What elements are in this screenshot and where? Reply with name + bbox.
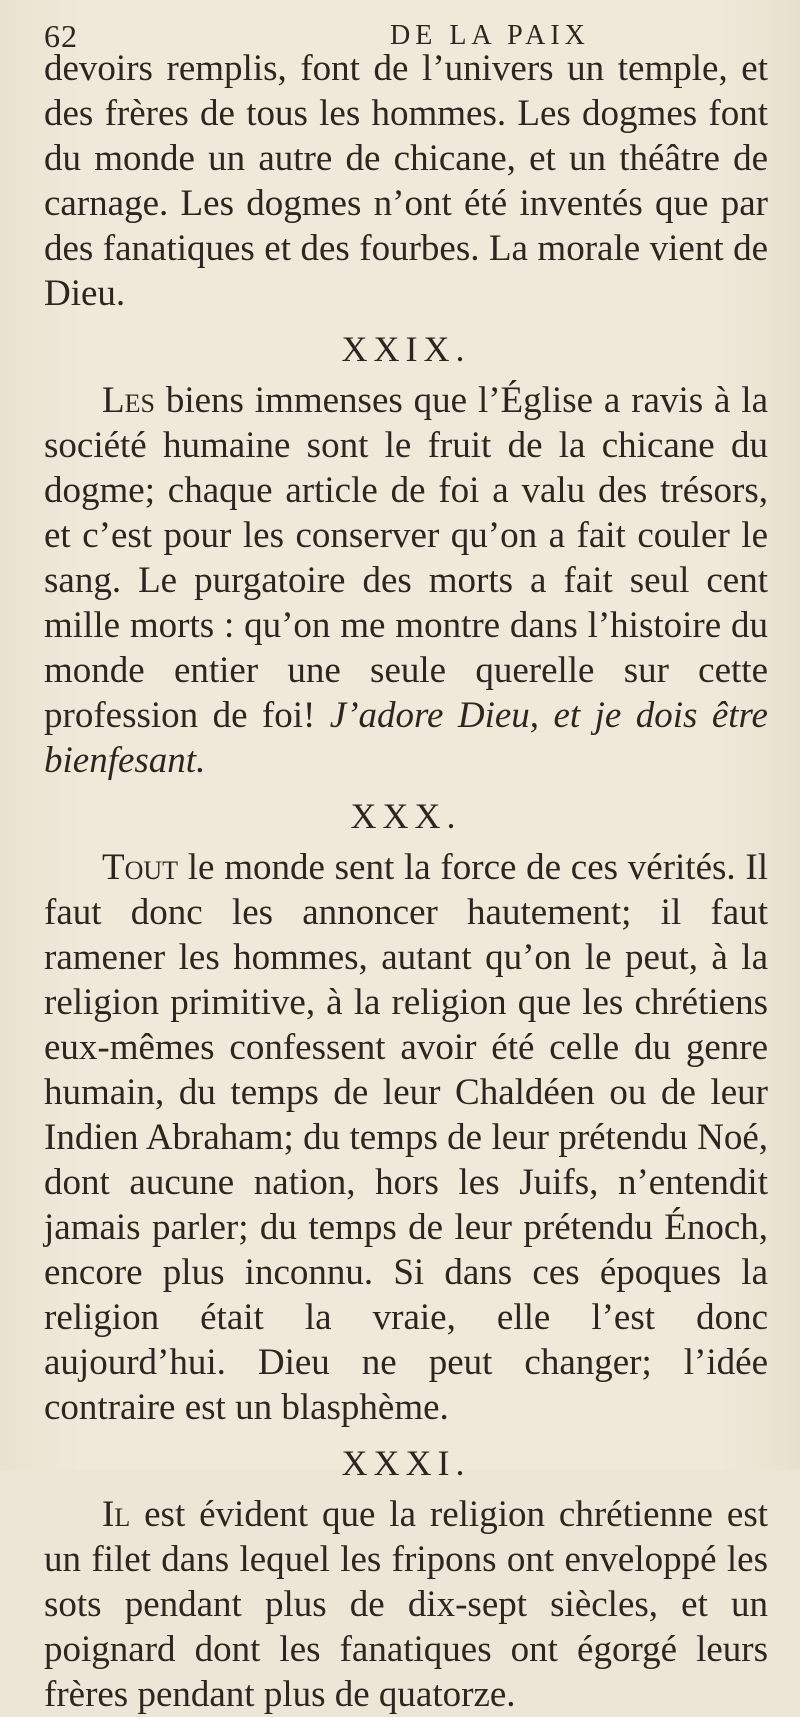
section-numeral-29: XXIX. [341,329,471,369]
section-29-paragraph [44,378,768,783]
section-31-lead: Il [102,1494,131,1535]
running-head: DE LA PAIX [390,20,590,51]
section-numeral-30: XXX. [350,796,462,836]
section-31-text: est évident que la religion chrétienne est un filet dans lequel les fripons ont enveloppé les sots pendant plus de dix-sept siècles, et un poignard dont les fanatiques ont égorgé leurs frères pendant plus de quatorze. [44,1494,768,1715]
body-text [44,46,768,1717]
intro-paragraph [44,46,768,316]
page-number: 62 [44,18,78,54]
intro-text: devoirs remplis, font de l’univers un temple, et des frères de tous les hommes. Les dogmes font du monde un autre de chicane, et un théâtre de carnage. Les dogmes n’ont été inventés que par des fanatiques et des fourbes. La morale vient de Dieu. [44,48,768,314]
section-29-italic: J’adore Dieu, et je dois être bienfesant. [44,695,768,781]
section-30-text: le monde sent la force de ces vérités. Il faut donc les annoncer hautement; il faut ramener les hommes, autant qu’on le peut, à la religion primitive, à la religion que les chrétiens eux-mêmes confessent avoir été celle du genre humain, du temps de leur Chaldéen ou de leur Indien Abraham; du temps de leur prétendu Noé, dont aucune nation, hors les Juifs, n’entendit jamais parler; du temps de leur prétendu Énoch, encore plus inconnu. Si dans ces époques la religion était la vraie, elle l’est donc aujourd’hui. Dieu ne peut changer; l’idée contraire est un blasphème. [44,847,768,1428]
section-numeral-31: XXXI. [341,1443,471,1483]
section-30-paragraph [44,845,768,1430]
section-31-paragraph [44,1492,768,1717]
section-30-lead: Tout [102,847,179,888]
section-29-lead: Les [102,380,155,421]
section-29-text: biens immenses que l’Église a ravis à la société humaine sont le fruit de la chicane du dogme; chaque article de foi a valu des trésors, et c’est pour les conserver qu’on a fait couler le sang. Le purgatoire des morts a fait seul cent mille morts : qu’on me montre dans l’histoire du monde entier une seule querelle sur cette profession de foi! [44,380,768,736]
